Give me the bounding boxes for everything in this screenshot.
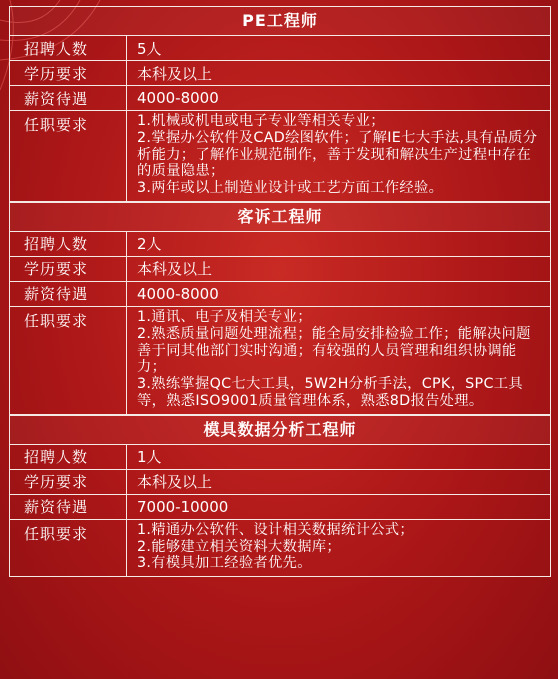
row-value: 本科及以上 <box>137 473 213 492</box>
requirement-item: 1.通讯、电子及相关专业； <box>137 308 312 325</box>
requirement-item: 3.熟练掌握QC七大工具，5W2H分析手法，CPK，SPC工具等，熟悉ISO9001质量管理体系，熟悉8D报告处理。 <box>137 376 523 409</box>
requirement-item: 3.有模具加工经验者优先。 <box>137 555 312 572</box>
row-value: 5人 <box>137 39 162 58</box>
table-row <box>10 232 550 257</box>
row-value: 2人 <box>137 235 162 254</box>
row-label: 招聘人数 <box>10 445 127 469</box>
job-table <box>9 6 551 577</box>
row-label: 学历要求 <box>10 470 127 494</box>
requirement-item: 1.精通办公软件、设计相关数据统计公式； <box>137 521 414 538</box>
requirement-item: 2.掌握办公软件及CAD绘图软件；了解IE七大手法,具有品质分析能力；了解作业规范制作，善于发现和解决生产过程中存在的质量隐患； <box>137 129 538 180</box>
table-row <box>10 495 550 520</box>
table-row <box>10 307 550 415</box>
table-row <box>10 36 550 61</box>
job-title: 客诉工程师 <box>10 202 550 232</box>
requirements-text <box>127 307 550 414</box>
table-row <box>10 86 550 111</box>
row-value: 本科及以上 <box>137 64 213 83</box>
row-value: 本科及以上 <box>137 260 213 279</box>
row-label: 任职要求 <box>10 307 127 414</box>
row-value: 4000-8000 <box>137 284 219 303</box>
job-title: 模具数据分析工程师 <box>10 415 550 445</box>
row-label: 招聘人数 <box>10 36 127 60</box>
row-label: 招聘人数 <box>10 232 127 256</box>
row-label: 学历要求 <box>10 257 127 281</box>
requirement-item: 2.能够建立相关资料大数据库； <box>137 538 341 555</box>
requirement-item: 1.机械或机电或电子专业等相关专业； <box>137 113 385 129</box>
table-row <box>10 470 550 495</box>
requirements-text <box>127 111 550 201</box>
table-row <box>10 111 550 202</box>
row-label: 任职要求 <box>10 111 127 201</box>
table-row <box>10 282 550 307</box>
table-row <box>10 445 550 470</box>
job-title: PE工程师 <box>10 7 550 36</box>
row-value: 1人 <box>137 448 162 467</box>
row-value: 4000-8000 <box>137 89 219 107</box>
requirements-text <box>127 520 550 576</box>
row-label: 学历要求 <box>10 61 127 85</box>
table-row <box>10 61 550 86</box>
requirement-item: 3.两年或以上制造业设计或工艺方面工作经验。 <box>137 180 444 197</box>
requirement-item: 2.熟悉质量问题处理流程；能全局安排检验工作；能解决问题善于同其他部门实时沟通；有较强的人员管理和组织协调能力； <box>137 325 531 376</box>
row-label: 任职要求 <box>10 520 127 576</box>
row-label: 薪资待遇 <box>10 86 127 110</box>
table-row <box>10 520 550 576</box>
table-row <box>10 257 550 282</box>
row-label: 薪资待遇 <box>10 495 127 519</box>
row-value: 7000-10000 <box>137 497 229 516</box>
row-label: 薪资待遇 <box>10 282 127 306</box>
